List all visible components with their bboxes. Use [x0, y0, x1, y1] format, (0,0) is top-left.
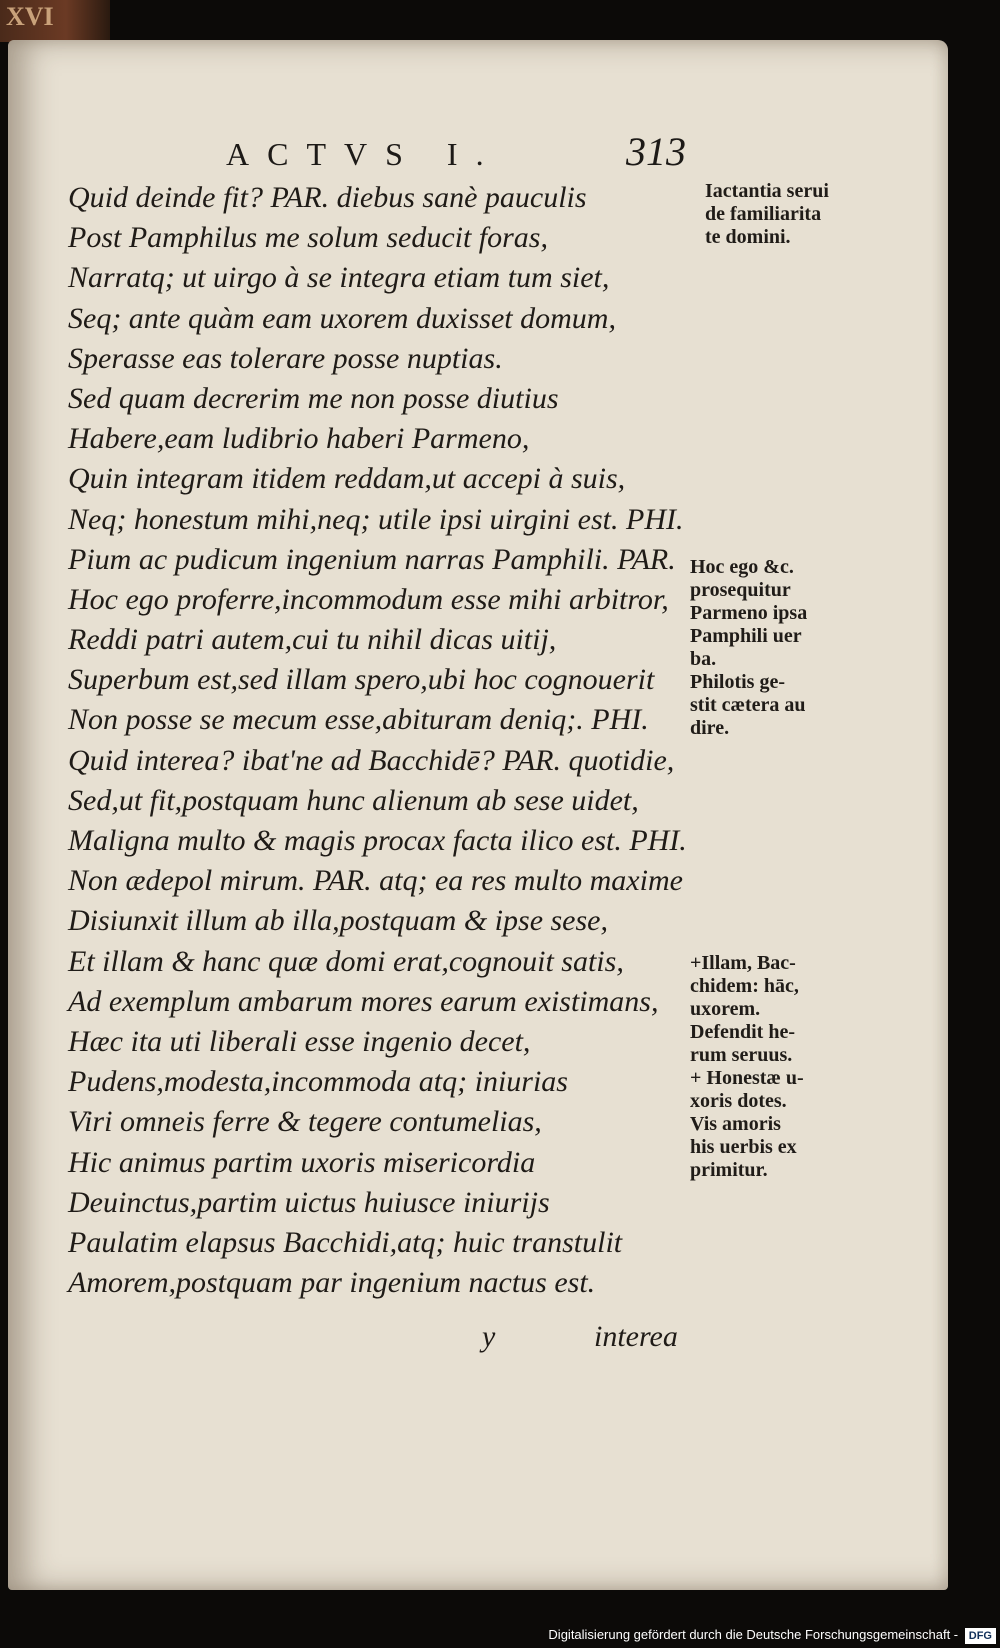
digitization-footer [548, 1624, 996, 1646]
note-line: Philotis ge- [690, 671, 785, 693]
marginal-note [690, 952, 850, 1182]
verse-line: Non posse se mecum esse,abituram deniq;. PHI. [68, 703, 649, 737]
note-line: dire. [690, 717, 730, 739]
catchword: interea [594, 1320, 678, 1353]
verse-line: Maligna multo & magis procax facta ilico est. PHI. [68, 824, 687, 857]
verse-line: Non ædepol mirum. PAR. atq; ea res multo maxime [68, 864, 683, 898]
verse-line: Hoc ego proferre,incommodum esse mihi arbitror, [68, 582, 669, 616]
note-line: te domini. [705, 226, 791, 248]
note-line: Iactantia serui [705, 180, 829, 202]
verse-line: Ad exemplum ambarum mores earum existimans, [68, 984, 659, 1018]
page-foot [0, 1320, 1000, 1360]
marginal-note [690, 556, 850, 740]
signature-mark: y [482, 1320, 496, 1353]
note-line: Defendit he- [690, 1021, 795, 1043]
spine-label: XVI [6, 2, 54, 31]
note-line: ba. [690, 648, 717, 670]
marginal-note [705, 180, 865, 249]
verse-line: Post Pamphilus me solum seducit foras, [68, 221, 548, 255]
note-line: + Honestæ u- [690, 1067, 804, 1089]
note-line: Pamphili uer [690, 625, 802, 647]
verse-line: Seq; ante quàm eam uxorem duxisset domum, [68, 301, 616, 335]
verse-line: Sperasse eas tolerare posse nuptias. [68, 341, 503, 375]
verse-line: Hic animus partim uxoris misericordia [68, 1145, 536, 1179]
note-line: chidem: hāc, [690, 975, 799, 997]
note-line: xoris dotes. [690, 1090, 787, 1112]
verse-line: Quin integram itidem reddam,ut accepi à suis, [68, 462, 626, 496]
note-line: uxorem. [690, 998, 761, 1020]
verse-line: Disiunxit illum ab illa,postquam & ipse sese, [68, 904, 608, 938]
note-line: primitur. [690, 1159, 768, 1181]
verse-line: Deuinctus,partim uictus huiusce iniurijs [68, 1185, 550, 1219]
dfg-logo[interactable]: DFG [965, 1628, 996, 1644]
verse-line: Et illam & hanc quæ domi erat,cognouit satis, [68, 944, 624, 978]
verse-line: Superbum est,sed illam spero,ubi hoc cognouerit [68, 663, 655, 697]
running-head: ACTVS I. [226, 136, 502, 172]
page-number: 313 [626, 129, 686, 174]
verse-line: Viri omneis ferre & tegere contumelias, [68, 1105, 542, 1139]
verse-line: Quid deinde fit? PAR. diebus sanè pauculis [68, 181, 587, 214]
note-line: Parmeno ipsa [690, 602, 808, 624]
note-line: prosequitur [690, 579, 791, 601]
note-line: his uerbis ex [690, 1136, 797, 1158]
verse-text [68, 178, 688, 1303]
verse-line: Pium ac pudicum ingenium narras Pamphili. PAR. [68, 542, 676, 576]
verse-line: Reddi patri autem,cui tu nihil dicas uitij, [68, 623, 557, 657]
verse-line: Paulatim elapsus Bacchidi,atq; huic transtulit [68, 1225, 623, 1259]
note-line: Vis amoris [690, 1113, 781, 1135]
verse-line: Neq; honestum mihi,neq; utile ipsi uirgini est. PHI. [68, 502, 684, 536]
verse-line: Narratq; ut uirgo à se integra etiam tum siet, [68, 261, 610, 295]
page-header [0, 128, 1000, 178]
verse-line: Sed quam decrerim me non posse diutius [68, 381, 559, 415]
note-line: stit cætera au [690, 694, 806, 716]
verse-line: Sed,ut fit,postquam hunc alienum ab sese uidet, [68, 783, 639, 817]
verse-line: Hæc ita uti liberali esse ingenio decet, [68, 1024, 531, 1058]
verse-line: Habere,eam ludibrio haberi Parmeno, [68, 422, 530, 456]
footer-text: Digitalisierung gefördert durch die Deutsche Forschungsgemeinschaft - [548, 1627, 959, 1642]
verse-line: Amorem,postquam par ingenium nactus est. [68, 1266, 596, 1300]
verse-line: Pudens,modesta,incommoda atq; iniurias [68, 1065, 568, 1099]
verse-line: Quid interea? ibat'ne ad Bacchidē? PAR. quotidie, [68, 743, 675, 777]
note-line: +Illam, Bac- [690, 952, 796, 974]
book-spine-fragment [0, 0, 110, 42]
note-line: rum seruus. [690, 1044, 793, 1066]
note-line: de familiarita [705, 203, 822, 225]
note-line: Hoc ego &c. [690, 556, 794, 578]
